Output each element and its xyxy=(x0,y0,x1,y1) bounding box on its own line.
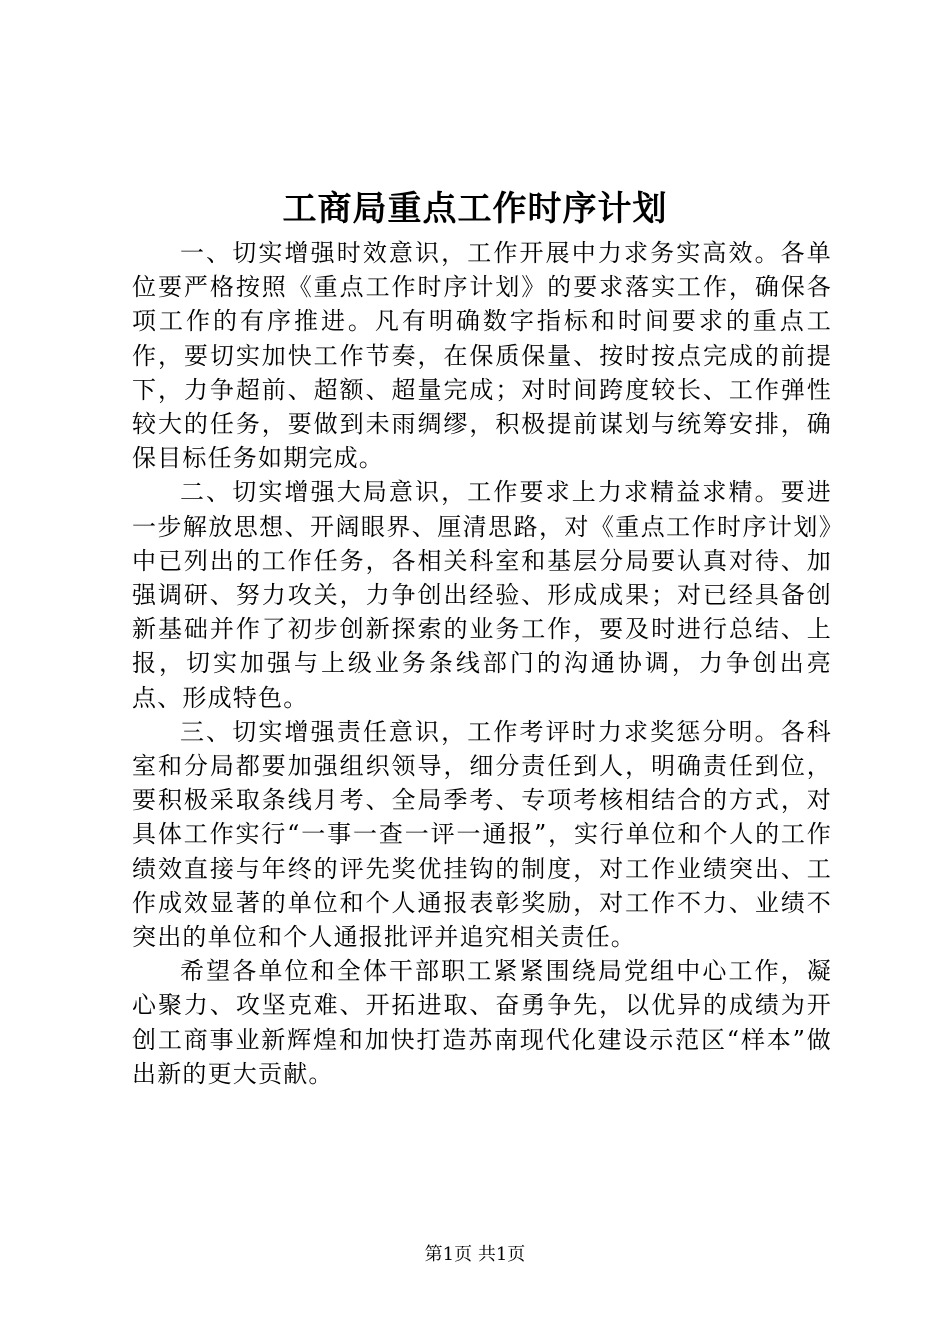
paragraph-1: 一、切实增强时效意识，工作开展中力求务实高效。各单位要严格按照《重点工作时序计划》的要求落实工作，确保各项工作的有序推进。凡有明确数字指标和时间要求的重点工作，要切实加快工作节奏，在保质保量、按时按点完成的前提下，力争超前、超额、超量完成；对时间跨度较长、工作弹性较大的任务，要做到未雨绸缪，积极提前谋划与统筹安排，确保目标任务如期完成。 xyxy=(132,239,832,473)
document-title: 工商局重点工作时序计划 xyxy=(282,189,668,229)
document-body xyxy=(132,236,832,1091)
paragraph-4: 希望各单位和全体干部职工紧紧围绕局党组中心工作，凝心聚力、攻坚克难、开拓进取、奋勇争先，以优异的成绩为开创工商事业新辉煌和加快打造苏南现代化建设示范区“样本”做出新的更大贡献。 xyxy=(132,957,832,1088)
page-footer: 第1页 共1页 xyxy=(424,1244,526,1265)
paragraph-3: 三、切实增强责任意识，工作考评时力求奖惩分明。各科室和分局都要加强组织领导，细分责任到人，明确责任到位，要积极采取条线月考、全局季考、专项考核相结合的方式，对具体工作实行“一事一查一评一通报”，实行单位和个人的工作绩效直接与年终的评先奖优挂钩的制度，对工作业绩突出、工作成效显著的单位和个人通报表彰奖励，对工作不力、业绩不突出的单位和个人通报批评并追究相关责任。 xyxy=(132,717,832,952)
paragraph-2: 二、切实增强大局意识，工作要求上力求精益求精。要进一步解放思想、开阔眼界、厘清思路，对《重点工作时序计划》中已列出的工作任务，各相关科室和基层分局要认真对待、加强调研、努力攻关，力争创出经验、形成成果；对已经具备创新基础并作了初步创新探索的业务工作，要及时进行总结、上报，切实加强与上级业务条线部门的沟通协调，力争创出亮点、形成特色。 xyxy=(132,478,832,712)
